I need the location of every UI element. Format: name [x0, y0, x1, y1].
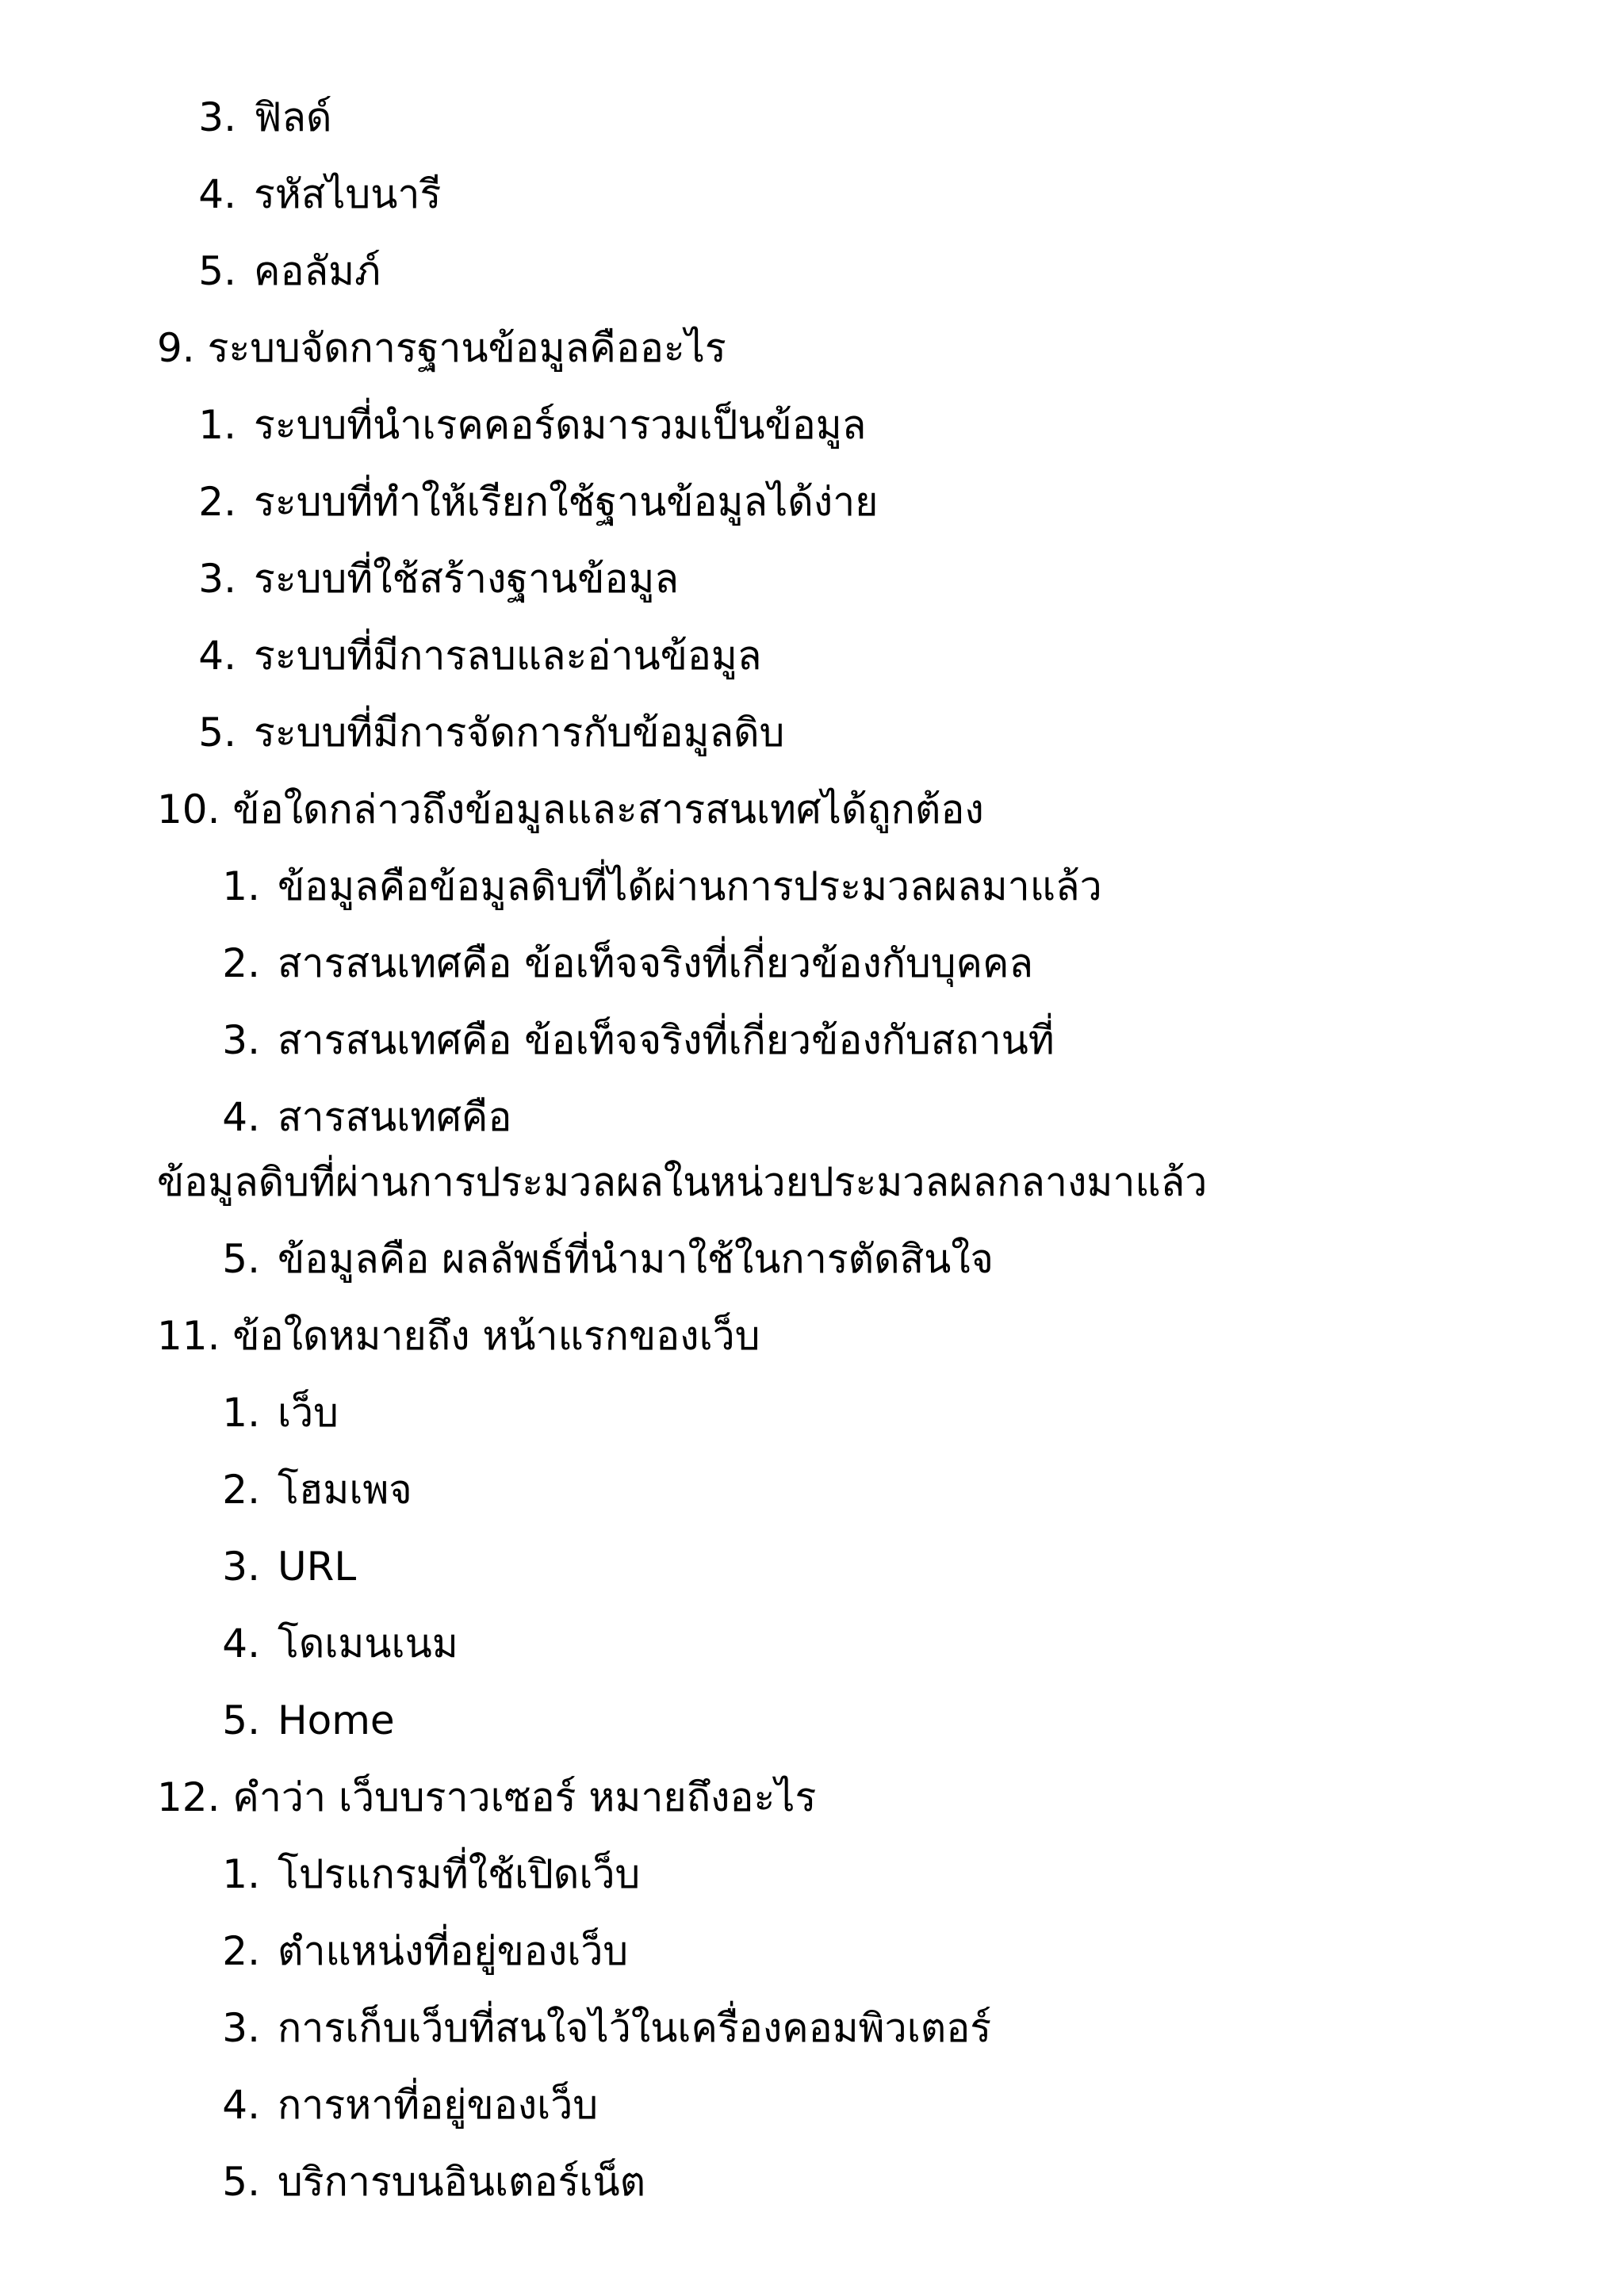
option-number: 3. [198, 556, 236, 602]
question-12: 12. คำว่า เว็บบราวเซอร์ หมายถึงอะไร [157, 1774, 817, 1820]
question-9: 9. ระบบจัดการฐานข้อมูลคืออะไร [157, 325, 726, 371]
option-number: 2. [198, 479, 236, 525]
option-text: ระบบที่นำเรคคอร์ดมารวมเป็นข้อมูล [254, 402, 867, 448]
option-number: 4. [222, 2082, 260, 2128]
option-item [198, 400, 867, 450]
option-number: 5. [222, 1236, 260, 1282]
option-text: สารสนเทศคือ [278, 1094, 512, 1140]
option-number: 2. [222, 1467, 260, 1513]
option-text: ฟิลด์ [254, 94, 332, 140]
option-text: ระบบที่ทำให้เรียกใช้ฐานข้อมูลได้ง่าย [254, 479, 879, 525]
option-item [222, 2003, 992, 2053]
option-item [222, 1926, 629, 1976]
question-10: 10. ข้อใดกล่าวถึงข้อมูลและสารสนเทศได้ถูกต้อง [157, 786, 984, 832]
option-number: 1. [222, 1851, 260, 1897]
option-text: ระบบที่มีการลบและอ่านข้อมูล [254, 633, 762, 679]
option-continuation: ข้อมูลดิบที่ผ่านการประมวลผลในหน่วยประมวลผลกลางมาแล้ว [157, 1159, 1208, 1205]
option-text: ข้อมูลคือข้อมูลดิบที่ได้ผ่านการประมวลผลมาแล้ว [278, 863, 1102, 909]
option-text: สารสนเทศคือ ข้อเท็จจริงที่เกี่ยวข้องกับบุคคล [278, 940, 1034, 986]
option-item [222, 1387, 339, 1438]
option-item [198, 553, 680, 604]
option-number: 5. [222, 1697, 260, 1743]
option-item [222, 1618, 458, 1669]
option-number: 1. [222, 1390, 260, 1436]
option-number: 3. [222, 1544, 260, 1590]
option-number: 5. [198, 248, 236, 294]
option-item [198, 169, 442, 220]
option-number: 3. [198, 94, 236, 140]
option-text: ระบบที่มีการจัดการกับข้อมูลดิบ [254, 710, 785, 756]
option-item [222, 1092, 512, 1142]
option-item [222, 1695, 395, 1746]
option-item [198, 92, 332, 143]
option-item [198, 246, 381, 297]
option-item [222, 861, 1102, 912]
option-text: ตำแหน่งที่อยู่ของเว็บ [278, 1928, 629, 1974]
option-item [222, 1015, 1055, 1066]
option-text: Home [278, 1697, 395, 1743]
option-item [222, 2080, 599, 2130]
option-item [222, 1234, 994, 1284]
option-number: 2. [222, 940, 260, 986]
option-text: สารสนเทศคือ ข้อเท็จจริงที่เกี่ยวข้องกับสถานที่ [278, 1017, 1055, 1063]
option-text: บริการบนอินเตอร์เน็ต [278, 2159, 646, 2205]
option-number: 5. [198, 710, 236, 756]
option-text: เว็บ [278, 1390, 339, 1436]
option-text: โปรแกรมที่ใช้เปิดเว็บ [278, 1851, 641, 1897]
option-text: URL [278, 1544, 357, 1590]
option-item [198, 476, 879, 527]
option-item [222, 1464, 412, 1515]
option-item [198, 707, 785, 758]
option-number: 1. [198, 402, 236, 448]
option-item [222, 1849, 641, 1900]
question-11: 11. ข้อใดหมายถึง หน้าแรกของเว็บ [157, 1313, 760, 1359]
option-text: รหัสไบนารี [254, 171, 442, 217]
option-item [198, 630, 762, 681]
option-text: คอลัมภ์ [254, 248, 381, 294]
option-number: 2. [222, 1928, 260, 1974]
option-number: 3. [222, 2005, 260, 2051]
option-text: การหาที่อยู่ของเว็บ [278, 2082, 599, 2128]
option-number: 4. [198, 633, 236, 679]
option-item [222, 938, 1034, 989]
option-text: การเก็บเว็บที่สนใจไว้ในเครื่องคอมพิวเตอร์ [278, 2005, 992, 2051]
option-number: 4. [222, 1094, 260, 1140]
option-text: ระบบที่ใช้สร้างฐานข้อมูล [254, 556, 680, 602]
option-text: โฮมเพจ [278, 1467, 412, 1513]
option-number: 5. [222, 2159, 260, 2205]
option-text: โดเมนเนม [278, 1621, 458, 1667]
option-item [222, 2156, 646, 2207]
option-number: 1. [222, 863, 260, 909]
option-text: ข้อมูลคือ ผลลัพธ์ที่นำมาใช้ในการตัดสินใจ [278, 1236, 994, 1282]
option-number: 4. [222, 1621, 260, 1667]
option-item [222, 1541, 357, 1592]
option-number: 4. [198, 171, 236, 217]
option-number: 3. [222, 1017, 260, 1063]
